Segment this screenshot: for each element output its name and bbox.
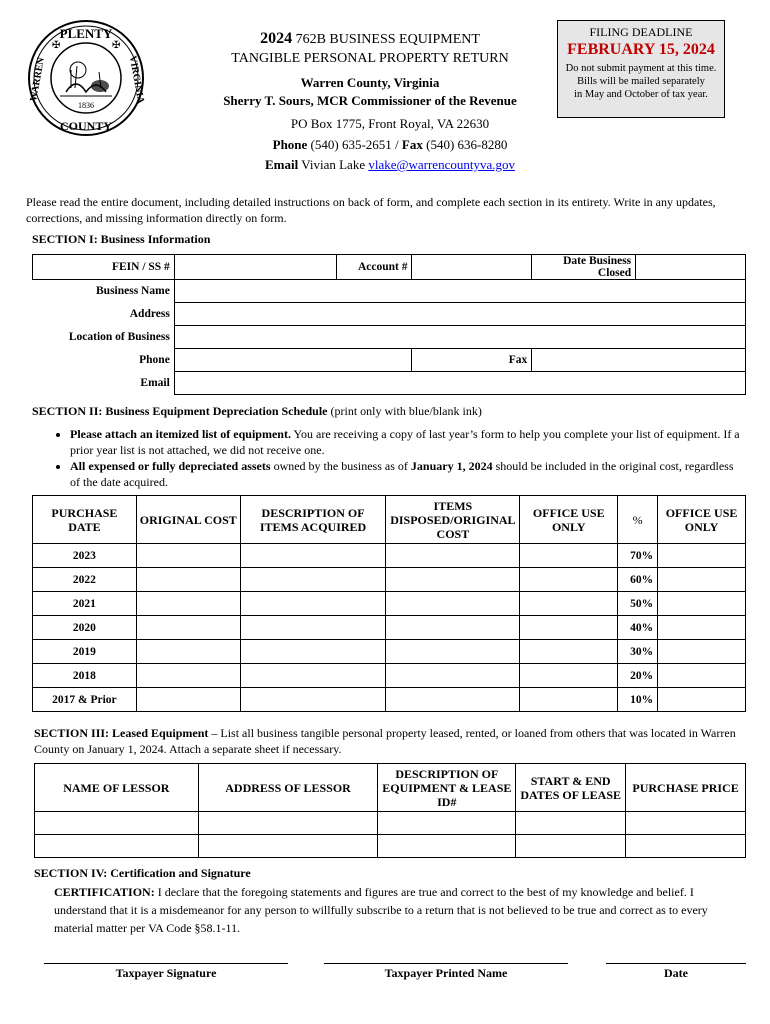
date-closed-label: Date Business Closed <box>532 255 636 280</box>
description-field[interactable] <box>240 616 386 640</box>
date-closed-field[interactable] <box>636 255 746 280</box>
office-use-field <box>520 592 618 616</box>
seal-cross-right-icon: ✠ <box>112 40 121 51</box>
items-disposed-field[interactable] <box>386 664 520 688</box>
col-lessor-address: ADDRESS OF LESSOR <box>198 764 378 812</box>
address-label: Address <box>129 308 170 320</box>
purchase-year-cell: 2018 <box>33 664 137 688</box>
depreciation-table <box>32 495 746 712</box>
percent-cell: 50% <box>618 592 658 616</box>
purchase-price-field[interactable] <box>626 835 746 858</box>
col-equipment-desc: DESCRIPTION OF EQUIPMENT & LEASE ID# <box>378 764 516 812</box>
description-field[interactable] <box>240 664 386 688</box>
description-field[interactable] <box>240 640 386 664</box>
original-cost-field[interactable] <box>136 544 240 568</box>
items-disposed-field[interactable] <box>386 688 520 712</box>
table-row <box>35 812 746 835</box>
col-office-use-2: OFFICE USE ONLY <box>658 496 746 544</box>
email-label: Email <box>140 377 170 389</box>
seal-bottom-text: COUNTY <box>59 119 113 133</box>
bullet-expensed-assets: • All expensed or fully depreciated assets owned by the business as of January 1, 2024 should be included in the original cost, regardless of the date acquired. <box>70 458 746 490</box>
business-name-field[interactable] <box>174 280 745 303</box>
table-row <box>33 544 746 568</box>
col-office-use-1: OFFICE USE ONLY <box>520 496 618 544</box>
equipment-desc-field[interactable] <box>378 835 516 858</box>
col-description: DESCRIPTION OF ITEMS ACQUIRED <box>240 496 386 544</box>
purchase-year-cell: 2019 <box>33 640 137 664</box>
office-use-field <box>658 592 746 616</box>
deadline-date: FEBRUARY 15, 2024 <box>567 41 715 58</box>
items-disposed-field[interactable] <box>386 544 520 568</box>
items-disposed-field[interactable] <box>386 568 520 592</box>
percent-cell: 70% <box>618 544 658 568</box>
fein-label: FEIN / SS # <box>33 255 175 280</box>
purchase-year-cell: 2020 <box>33 616 137 640</box>
purchase-year-cell: 2017 & Prior <box>33 688 137 712</box>
table-row <box>33 592 746 616</box>
account-field[interactable] <box>412 255 532 280</box>
location-label: Location of Business <box>68 331 170 343</box>
office-use-field <box>520 640 618 664</box>
form-title: 2024 762B BUSINESS EQUIPMENT <box>260 30 480 47</box>
location-field[interactable] <box>174 326 745 349</box>
commissioner-name: Sherry T. Sours, MCR Commissioner of the Revenue <box>223 93 517 108</box>
table-row <box>33 640 746 664</box>
county-name: Warren County, Virginia <box>300 75 440 90</box>
original-cost-field[interactable] <box>136 664 240 688</box>
fein-field[interactable] <box>174 255 336 280</box>
percent-cell: 40% <box>618 616 658 640</box>
purchase-year-cell: 2022 <box>33 568 137 592</box>
purchase-year-cell: 2023 <box>33 544 137 568</box>
email-field[interactable] <box>174 372 745 395</box>
office-address: PO Box 1775, Front Royal, VA 22630 <box>290 116 490 131</box>
email-link[interactable]: vlake@warrencountyva.gov <box>368 157 515 172</box>
office-phone-fax: Phone (540) 635-2651 / Fax (540) 636-8280 <box>272 137 508 152</box>
office-use-field <box>658 688 746 712</box>
original-cost-field[interactable] <box>136 616 240 640</box>
office-use-field <box>520 688 618 712</box>
deadline-note: Do not submit payment at this time. Bills will be mailed separately in May and October of tax year. <box>565 63 717 100</box>
table-row <box>35 835 746 858</box>
purchase-price-field[interactable] <box>626 812 746 835</box>
office-use-field <box>658 544 746 568</box>
description-field[interactable] <box>240 568 386 592</box>
section2-title: SECTION II: Business Equipment Depreciation Schedule (print only with blue/blank ink) <box>32 404 482 418</box>
form-subtitle: TANGIBLE PERSONAL PROPERTY RETURN <box>231 51 509 66</box>
business-name-label: Business Name <box>96 285 170 298</box>
fax-field[interactable] <box>532 349 746 372</box>
percent-cell: 60% <box>618 568 658 592</box>
lessor-name-field[interactable] <box>35 835 199 858</box>
col-items-disposed: ITEMS DISPOSED/ORIGINAL COST <box>386 496 520 544</box>
table-row <box>33 568 746 592</box>
office-use-field <box>658 664 746 688</box>
taxpayer-printed-name-line[interactable]: Taxpayer Printed Name <box>324 963 568 981</box>
taxpayer-signature-line[interactable]: Taxpayer Signature <box>44 963 288 981</box>
lessor-address-field[interactable] <box>198 812 378 835</box>
table-row <box>33 664 746 688</box>
seal-right-text: VIRGINIA <box>126 54 146 105</box>
fax-label: Fax <box>412 349 532 372</box>
business-info-table <box>32 254 746 395</box>
intro-text: Please read the entire document, including detailed instructions on back of form, and complete each section in its entirety. Write in any updates, corrections, and missing information directly on form. <box>26 195 716 225</box>
original-cost-field[interactable] <box>136 640 240 664</box>
certification-text: CERTIFICATION: I declare that the foregoing statements and figures are true and correct to the best of my knowledge and belief. I understand that it is a misdemeanor for any person to willfully subscribe to a return that is not believed to be true and correct as to every material matter per VA Code §58.1-11. <box>54 885 708 935</box>
col-percent: % <box>618 496 658 544</box>
col-original-cost: ORIGINAL COST <box>136 496 240 544</box>
col-lessor-name: NAME OF LESSOR <box>35 764 199 812</box>
original-cost-field[interactable] <box>136 688 240 712</box>
description-field[interactable] <box>240 688 386 712</box>
bullet-attach-list: • Please attach an itemized list of equipment. You are receiving a copy of last year’s form to help you complete your list of equipment. If a prior year list is not attached, we did not receive one. <box>70 426 746 458</box>
lessor-name-field[interactable] <box>35 812 199 835</box>
account-label: Account # <box>336 255 412 280</box>
description-field[interactable] <box>240 544 386 568</box>
seal-top-text: PLENTY <box>59 26 113 41</box>
purchase-year-cell: 2021 <box>33 592 137 616</box>
percent-cell: 20% <box>618 664 658 688</box>
office-email: Email Vivian Lake vlake@warrencountyva.gov <box>265 157 515 172</box>
table-row <box>33 688 746 712</box>
section2-bullets <box>52 426 746 490</box>
items-disposed-field[interactable] <box>386 592 520 616</box>
percent-cell: 30% <box>618 640 658 664</box>
seal-cross-left-icon: ✠ <box>52 40 61 51</box>
office-use-field <box>658 616 746 640</box>
phone-field[interactable] <box>174 349 412 372</box>
col-lease-dates: START & END DATES OF LEASE <box>516 764 626 812</box>
date-line[interactable]: Date <box>606 963 746 981</box>
lease-dates-field[interactable] <box>516 812 626 835</box>
original-cost-field[interactable] <box>136 568 240 592</box>
phone-label: Phone <box>139 354 170 366</box>
percent-cell: 10% <box>618 688 658 712</box>
items-disposed-field[interactable] <box>386 616 520 640</box>
office-use-field <box>658 568 746 592</box>
office-use-field <box>520 616 618 640</box>
section3-intro: SECTION III: Leased Equipment – List all business tangible personal property leased, rented, or loaned from others that was located in Warren County on January 1, 2024. Attach a separate sheet if necessary. <box>34 726 736 756</box>
table-row <box>33 616 746 640</box>
items-disposed-field[interactable] <box>386 640 520 664</box>
office-use-field <box>520 664 618 688</box>
leased-equipment-table <box>34 763 746 858</box>
lease-dates-field[interactable] <box>516 835 626 858</box>
office-use-field <box>520 544 618 568</box>
description-field[interactable] <box>240 592 386 616</box>
office-use-field <box>520 568 618 592</box>
col-purchase-price: PURCHASE PRICE <box>626 764 746 812</box>
filing-deadline-box <box>557 20 725 118</box>
equipment-desc-field[interactable] <box>378 812 516 835</box>
office-use-field <box>658 640 746 664</box>
section4-title: SECTION IV: Certification and Signature <box>34 866 251 880</box>
original-cost-field[interactable] <box>136 592 240 616</box>
deadline-label: FILING DEADLINE <box>589 25 693 39</box>
address-field[interactable] <box>174 303 745 326</box>
lessor-address-field[interactable] <box>198 835 378 858</box>
col-purchase-date: PURCHASE DATE <box>33 496 137 544</box>
county-seal <box>26 18 146 138</box>
section1-title: SECTION I: Business Information <box>32 232 211 246</box>
seal-left-text: WARREN <box>28 56 47 103</box>
seal-year: 1836 <box>78 101 94 110</box>
